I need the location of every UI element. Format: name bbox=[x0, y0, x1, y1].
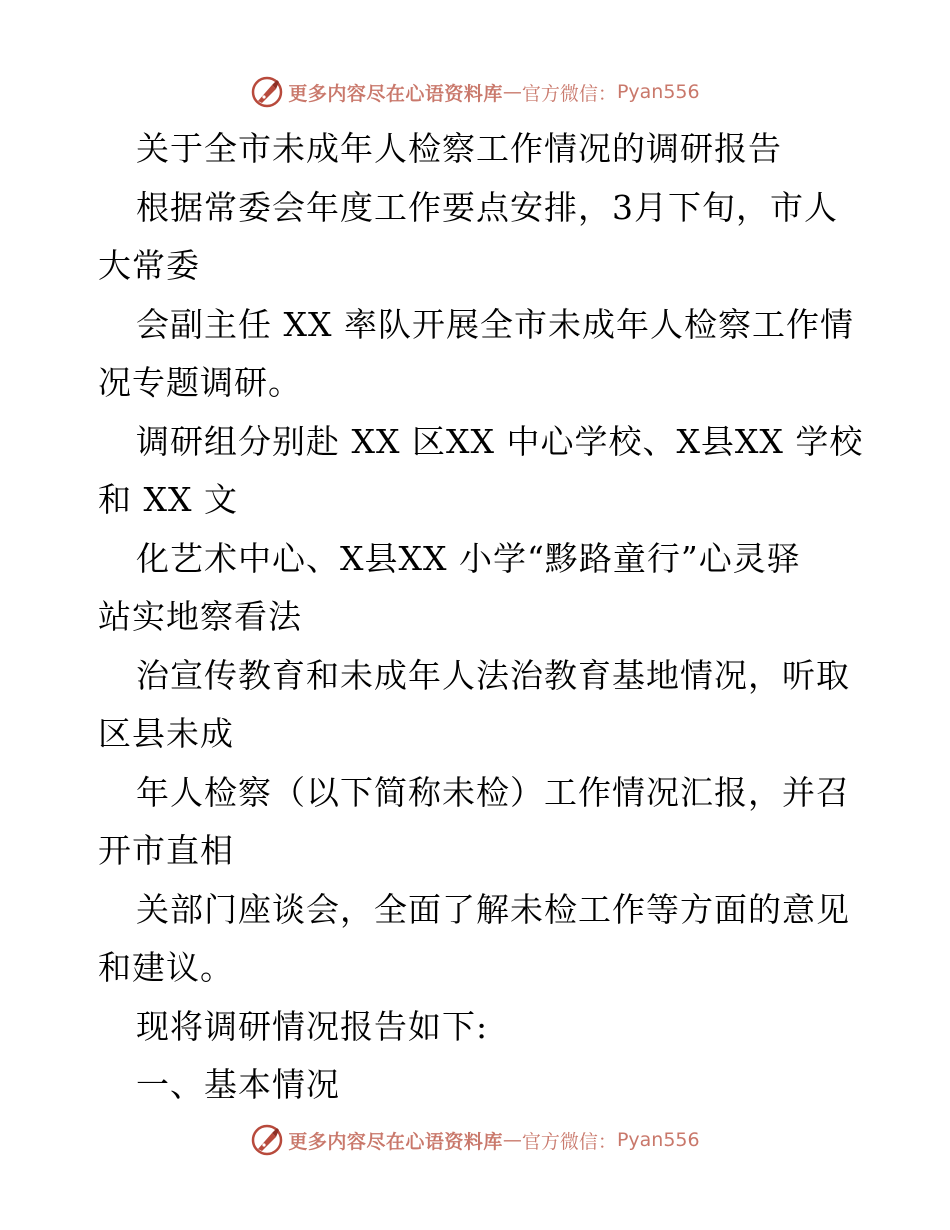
paragraph-line: 开市直相 bbox=[98, 831, 234, 870]
paragraph-line: 大常委 bbox=[98, 246, 200, 285]
watermark-separator: — bbox=[502, 1129, 522, 1151]
paragraph-line: 现将调研情况报告如下: bbox=[136, 1006, 489, 1046]
watermark-main-text: 更多内容尽在心语资料库 bbox=[288, 1130, 503, 1153]
watermark-contact-label: 官方微信： bbox=[521, 82, 617, 105]
paragraph-line: 站实地察看法 bbox=[98, 597, 302, 636]
paragraph-line: 关部门座谈会，全面了解未检工作等方面的意见 bbox=[136, 889, 850, 929]
paragraph-line: 区县未成 bbox=[98, 714, 234, 753]
watermark-contact-id: Pyan556 bbox=[616, 81, 700, 103]
watermark-banner-top bbox=[0, 72, 950, 112]
paragraph-line: 和建议。 bbox=[98, 948, 234, 987]
watermark-contact-label: 官方微信： bbox=[521, 1130, 617, 1153]
document-body bbox=[98, 120, 864, 1115]
section-heading: 一、基本情况 bbox=[136, 1065, 340, 1104]
paragraph-line: 和 XX 文 bbox=[98, 480, 238, 519]
paragraph-line: 化艺术中心、X县XX 小学“黟路童行”心灵驿 bbox=[136, 538, 801, 578]
watermark-separator: — bbox=[502, 81, 522, 103]
paragraph-line: 况专题调研。 bbox=[98, 363, 302, 402]
pen-nib-logo-icon bbox=[250, 75, 284, 109]
paragraph-line: 年人检察（以下简称未检）工作情况汇报，并召 bbox=[136, 772, 850, 812]
paragraph-line: 调研组分别赴 XX 区XX 中心学校、X县XX 学校 bbox=[136, 421, 864, 461]
watermark-contact-id: Pyan556 bbox=[616, 1129, 700, 1151]
paragraph-line: 治宣传教育和未成年人法治教育基地情况，听取 bbox=[136, 655, 850, 695]
watermark-banner-bottom bbox=[0, 1120, 950, 1160]
paragraph-line: 会副主任 XX 率队开展全市未成年人检察工作情 bbox=[136, 304, 854, 344]
paragraph-line: 根据常委会年度工作要点安排，3月下旬，市人 bbox=[136, 187, 838, 227]
watermark-main-text: 更多内容尽在心语资料库 bbox=[288, 82, 503, 105]
document-title: 关于全市未成年人检察工作情况的调研报告 bbox=[136, 129, 782, 168]
pen-nib-logo-icon bbox=[250, 1123, 284, 1157]
